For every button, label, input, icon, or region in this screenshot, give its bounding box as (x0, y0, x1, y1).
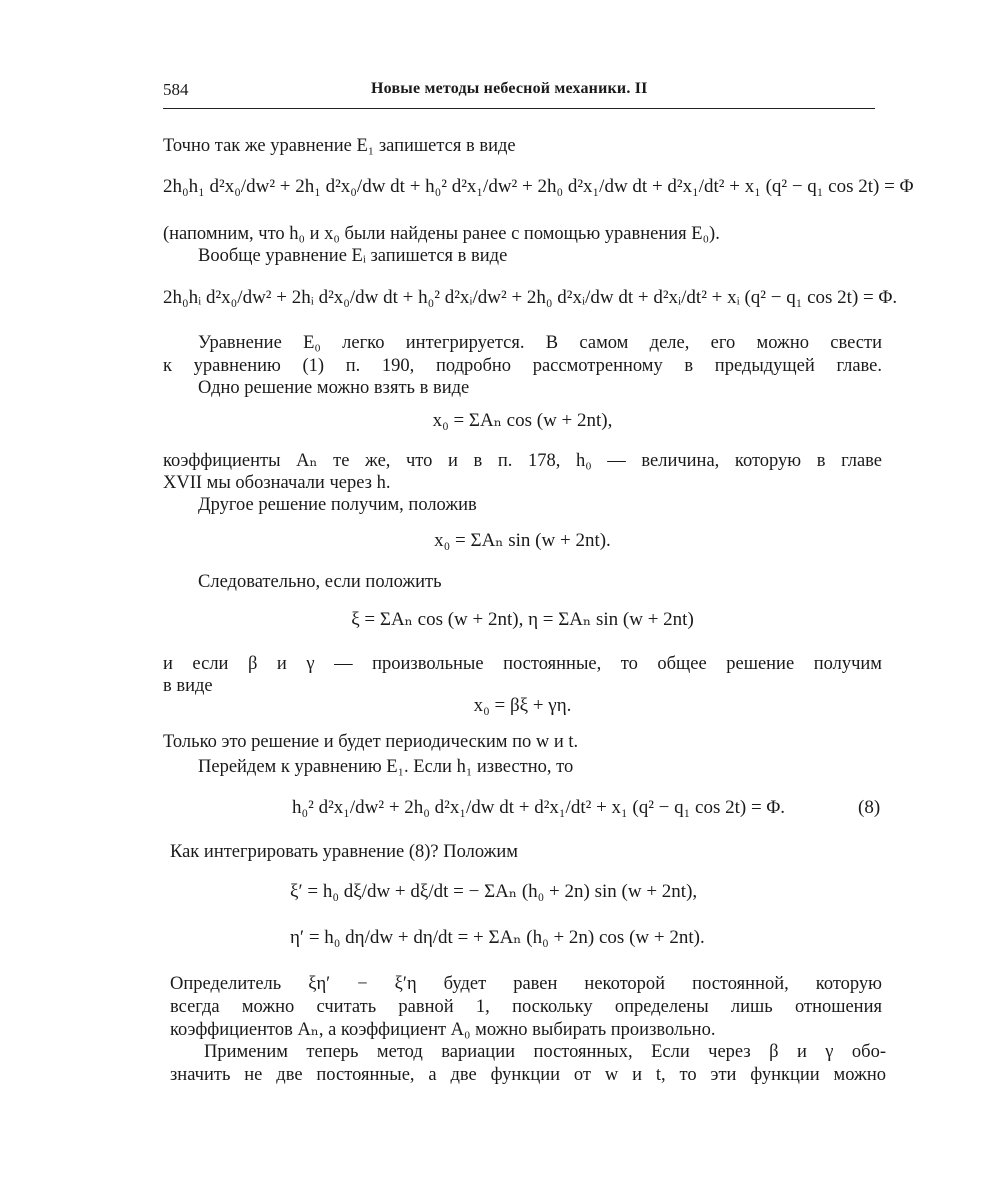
paragraph-2: (напомним, что h₀ и x₀ были найдены ранее с помощью уравнения E₀). (163, 224, 720, 244)
page-number: 584 (163, 80, 189, 99)
paragraph-5: Одно решение можно взять в виде (198, 378, 470, 398)
paragraph-6-line-2: XVII мы обозначали через h. (163, 473, 391, 493)
running-title: Новые методы небесной механики. II (371, 80, 648, 97)
equation-xi-prime: ξ′ = h₀ dξ/dw + dξ/dt = − ΣAₙ (h₀ + 2n) sin (w + 2nt), (290, 881, 698, 902)
paragraph-10: Только это решение и будет периодическим по w и t. (163, 732, 579, 752)
equation-number: (8) (858, 797, 881, 818)
paragraph-3: Вообще уравнение Eᵢ запишется в виде (198, 246, 508, 266)
paragraph-14-line-1: Применим теперь метод вариации постоянных, Если через β и γ обо- (204, 1042, 886, 1062)
paragraph-13-line-1: Определитель ξη′ − ξ′η будет равен некоторой постоянной, которую (170, 974, 882, 994)
paragraph-9-line-1: и если β и γ — произвольные постоянные, то общее решение получим (163, 654, 882, 674)
equation-e1: 2h₀h₁ d²x₀/dw² + 2h₁ d²x₀/dw dt + h₀² d²x₁/dw² + 2h₀ d²x₁/dw dt + d²x₁/dt² + x₁ (q² − q₁ cos 2t) = Φ (163, 176, 914, 197)
paragraph-4-line-2: к уравнению (1) п. 190, подробно рассмотренному в предыдущей главе. (163, 356, 882, 376)
paragraph-8: Следовательно, если положить (198, 572, 442, 592)
paragraph-4-line-1: Уравнение E₀ легко интегрируется. В самом деле, его можно свести (198, 333, 882, 353)
paragraph-11: Перейдем к уравнению E₁. Если h₁ известно, то (198, 757, 574, 777)
equation-general-solution: x₀ = βξ + γη. (473, 695, 572, 716)
equation-8: h₀² d²x₁/dw² + 2h₀ d²x₁/dw dt + d²x₁/dt² + x₁ (q² − q₁ cos 2t) = Φ. (292, 797, 786, 818)
paragraph-7: Другое решение получим, положив (198, 495, 477, 515)
equation-ei: 2h₀hᵢ d²x₀/dw² + 2hᵢ d²x₀/dw dt + h₀² d²xᵢ/dw² + 2h₀ d²xᵢ/dw dt + d²xᵢ/dt² + xᵢ (q² − q₁ cos 2t) = Φ. (163, 287, 898, 308)
paragraph-1: Точно так же уравнение E₁ запишется в виде (163, 136, 516, 156)
paragraph-9-line-2: в виде (163, 676, 213, 696)
equation-x0-cos: x₀ = ΣAₙ cos (w + 2nt), (432, 410, 613, 431)
paragraph-14-line-2: значить не две постоянные, а две функции от w и t, то эти функции можно (170, 1065, 886, 1085)
equation-xi-eta: ξ = ΣAₙ cos (w + 2nt), η = ΣAₙ sin (w + 2nt) (351, 609, 694, 630)
paragraph-12: Как интегрировать уравнение (8)? Положим (170, 842, 519, 862)
page-header (163, 80, 875, 109)
equation-eta-prime: η′ = h₀ dη/dw + dη/dt = + ΣAₙ (h₀ + 2n) cos (w + 2nt). (290, 927, 705, 948)
paragraph-13-line-3: коэффициентов Aₙ, а коэффициент A₀ можно выбирать произвольно. (170, 1020, 716, 1040)
paragraph-6-line-1: коэффициенты Aₙ те же, что и в п. 178, h₀ — величина, которую в главе (163, 451, 882, 471)
paragraph-13-line-2: всегда можно считать равной 1, поскольку определены лишь отношения (170, 997, 882, 1017)
equation-x0-sin: x₀ = ΣAₙ sin (w + 2nt). (434, 530, 611, 551)
